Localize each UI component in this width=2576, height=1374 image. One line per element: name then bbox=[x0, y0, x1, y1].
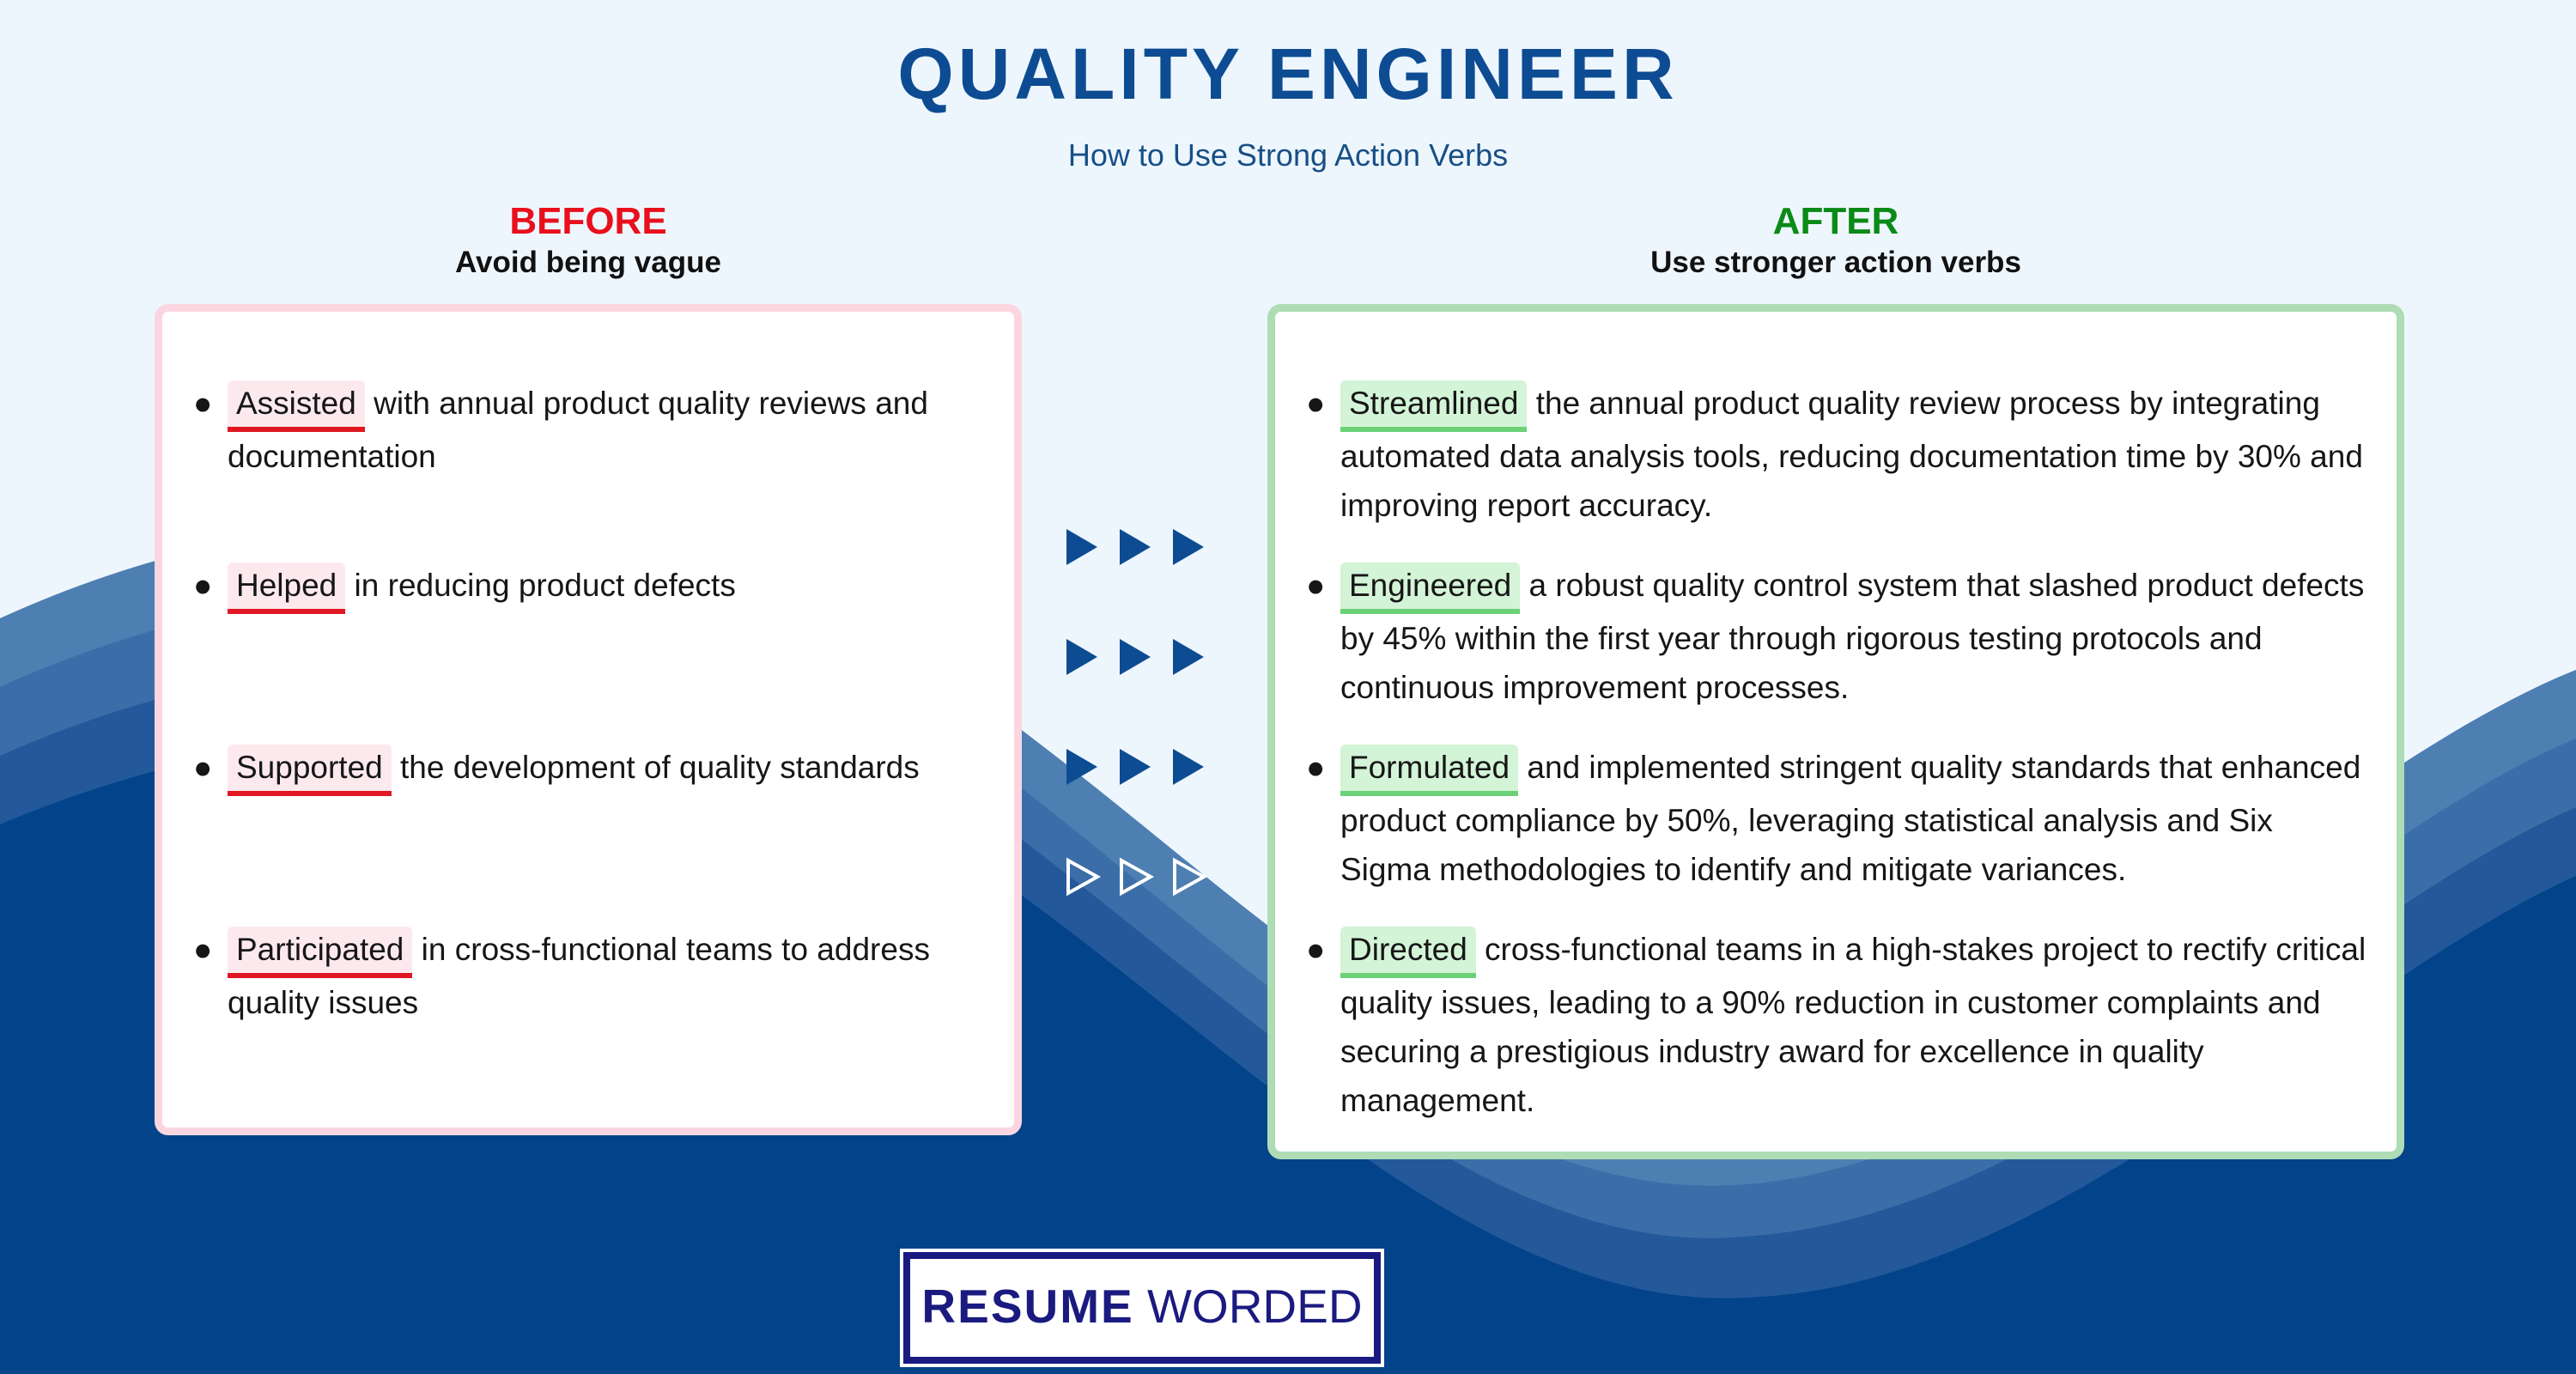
strong-verb: Engineered bbox=[1340, 562, 1520, 614]
before-item-text: the development of quality standards bbox=[391, 750, 920, 785]
arrow-row bbox=[1065, 635, 1211, 678]
bullet-dot-icon: ● bbox=[1306, 386, 1326, 421]
after-item bbox=[1306, 379, 2371, 530]
logo-bold-text: RESUME bbox=[921, 1280, 1134, 1333]
before-card bbox=[155, 304, 1022, 1135]
play-arrow-outline-icon bbox=[1065, 855, 1211, 898]
strong-verb: Formulated bbox=[1340, 745, 1518, 796]
before-label: BEFORE bbox=[509, 200, 667, 242]
weak-verb: Participated bbox=[228, 927, 412, 978]
page-subtitle: How to Use Strong Action Verbs bbox=[1067, 137, 1509, 173]
before-item-text: in cross-functional teams to address quality issues bbox=[228, 932, 930, 1020]
resume-worded-logo bbox=[903, 1252, 1381, 1364]
play-arrow-icon bbox=[1065, 745, 1211, 788]
after-item bbox=[1306, 743, 2371, 894]
bullet-dot-icon: ● bbox=[193, 750, 213, 785]
before-subtitle: Avoid being vague bbox=[455, 246, 721, 279]
before-item-text: in reducing product defects bbox=[345, 568, 736, 603]
weak-verb: Supported bbox=[228, 745, 392, 796]
after-item-text: cross-functional teams in a high-stakes project to rectify critical quality issues, leading to a 90% reduction in customer complaints and securing a prestigious industry award for excellence in quality management. bbox=[1340, 932, 2366, 1118]
after-label: AFTER bbox=[1772, 200, 1899, 242]
weak-verb: Assisted bbox=[228, 380, 365, 432]
after-card bbox=[1267, 304, 2404, 1159]
after-item bbox=[1306, 561, 2371, 712]
arrow-row bbox=[1065, 526, 1211, 568]
after-item-text: and implemented stringent quality standards that enhanced product compliance by 50%, leveraging statistical analysis and Six Sigma methodologies to identify and mitigate variances. bbox=[1340, 750, 2361, 887]
play-arrow-icon bbox=[1065, 526, 1211, 568]
weak-verb: Helped bbox=[228, 562, 345, 614]
before-item bbox=[193, 743, 1000, 796]
bullet-dot-icon: ● bbox=[193, 568, 213, 603]
before-item bbox=[193, 379, 1000, 481]
bullet-dot-icon: ● bbox=[1306, 750, 1326, 785]
strong-verb: Streamlined bbox=[1340, 380, 1527, 432]
after-item-text: a robust quality control system that slashed product defects by 45% within the first year through rigorous testing protocols and continuous improvement processes. bbox=[1340, 568, 2365, 705]
bullet-dot-icon: ● bbox=[1306, 932, 1326, 967]
bullet-dot-icon: ● bbox=[1306, 568, 1326, 603]
before-item bbox=[193, 925, 1000, 1027]
after-heading bbox=[1267, 199, 2404, 282]
after-item bbox=[1306, 925, 2371, 1125]
before-item-text: with annual product quality reviews and documentation bbox=[228, 386, 928, 474]
bullet-dot-icon: ● bbox=[193, 932, 213, 967]
logo-light-text: WORDED bbox=[1147, 1280, 1363, 1333]
page-title: QUALITY ENGINEER bbox=[897, 33, 1679, 114]
before-heading bbox=[155, 199, 1022, 282]
after-subtitle: Use stronger action verbs bbox=[1650, 246, 2021, 279]
after-item-text: the annual product quality review process by integrating automated data analysis tools, reducing documentation time by 30% and improving report accuracy. bbox=[1340, 386, 2363, 523]
play-arrow-icon bbox=[1065, 635, 1211, 678]
bullet-dot-icon: ● bbox=[193, 386, 213, 421]
strong-verb: Directed bbox=[1340, 927, 1476, 978]
before-item bbox=[193, 561, 1000, 614]
arrow-row bbox=[1065, 745, 1211, 788]
arrow-row bbox=[1065, 855, 1211, 898]
